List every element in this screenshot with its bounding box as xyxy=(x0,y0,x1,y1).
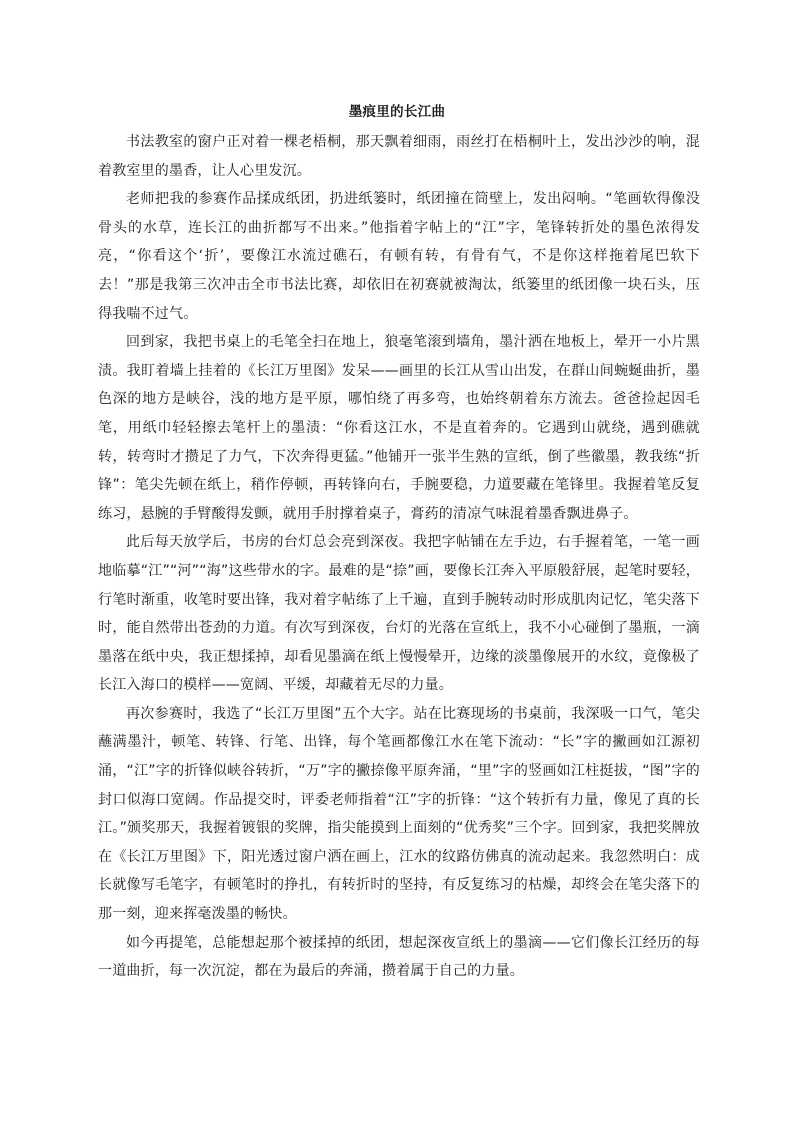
paragraph-5: 再次参赛时，我选了“长江万里图”五个大字。站在比赛现场的书桌前，我深吸一口气，笔尖蘸满墨汁，顿笔、转锋、行笔、出锋，每个笔画都像江水在笔下流动：“长”字的撇画如江源初涌，“江”字的折锋似峡谷转折，“万”字的撇捺像平原奔涌，“里”字的竖画如江柱挺拔，“图”字的封口似海口宽阔。作品提交时，评委老师指着“江”字的折锋：“这个转折有力量，像见了真的长江。”颁奖那天，我握着镀银的奖牌，指尖能摸到上面刻的“优秀奖”三个字。回到家，我把奖牌放在《长江万里图》下，阳光透过窗户洒在画上，江水的纹路仿佛真的流动起来。我忽然明白：成长就像写毛笔字，有顿笔时的挣扎，有转折时的坚持，有反复练习的枯燥，却终会在笔尖落下的那一刻，迎来挥毫泼墨的畅快。 xyxy=(98,705,700,923)
paragraph-1: 书法教室的窗户正对着一棵老梧桐，那天飘着细雨，雨丝打在梧桐叶上，发出沙沙的响，混着教室里的墨香，让人心里发沉。 xyxy=(98,134,700,179)
paragraph-2: 老师把我的参赛作品揉成纸团，扔进纸篓时，纸团撞在筒壁上，发出闷响。“笔画软得像没骨头的水草，连长江的曲折都写不出来。”他指着字帖上的“江”字，笔锋转折处的墨色浓得发亮，“你看这个‘折’，要像江水流过礁石，有顿有转，有骨有气，不是你这样拖着尾巴软下去！”那是我第三次冲击全市书法比赛，却依旧在初赛就被淘汰，纸篓里的纸团像一块石头，压得我喘不过气。 xyxy=(98,191,700,322)
paragraph-4: 此后每天放学后，书房的台灯总会亮到深夜。我把字帖铺在左手边，右手握着笔，一笔一画地临摹“江”“河”“海”这些带水的字。最难的是“捺”画，要像长江奔入平原般舒展，起笔时要轻，行笔时渐重，收笔时要出锋，我对着字帖练了上千遍，直到手腕转动时形成肌肉记忆，笔尖落下时，能自然带出苍劲的力道。有次写到深夜，台灯的光落在宣纸上，我不小心碰倒了墨瓶，一滴墨落在纸中央，我正想揉掉，却看见墨滴在纸上慢慢晕开，边缘的淡墨像展开的水纹，竟像极了长江入海口的模样——宽阔、平缓，却藏着无尽的力量。 xyxy=(98,534,700,694)
paragraph-6: 如今再提笔，总能想起那个被揉掉的纸团，想起深夜宣纸上的墨滴——它们像长江经历的每一道曲折，每一次沉淀，都在为最后的奔涌，攒着属于自己的力量。 xyxy=(98,934,700,980)
paragraph-3: 回到家，我把书桌上的毛笔全扫在地上，狼毫笔滚到墙角，墨汁洒在地板上，晕开一小片黑渍。我盯着墙上挂着的《长江万里图》发呆——画里的长江从雪山出发，在群山间蜿蜒曲折，墨色深的地方是峡谷，浅的地方是平原，哪怕绕了再多弯，也始终朝着东方流去。爸爸捡起因毛笔，用纸巾轻轻擦去笔杆上的墨渍：“你看这江水，不是直着奔的。它遇到山就绕，遇到礁就转，转弯时才攒足了力气，下次奔得更猛。”他铺开一张半生熟的宣纸，倒了些徽墨，教我练“折锋”：笔尖先顿在纸上，稍作停顿，再转锋向右，手腕要稳，力道要藏在笔锋里。我握着笔反复练习，悬腕的手臂酸得发颤，就用手肘撑着桌子，膏药的清凉气味混着墨香飘进鼻子。 xyxy=(98,334,700,522)
document-body xyxy=(98,128,700,986)
document-title: 墨痕里的长江曲 xyxy=(348,104,446,120)
